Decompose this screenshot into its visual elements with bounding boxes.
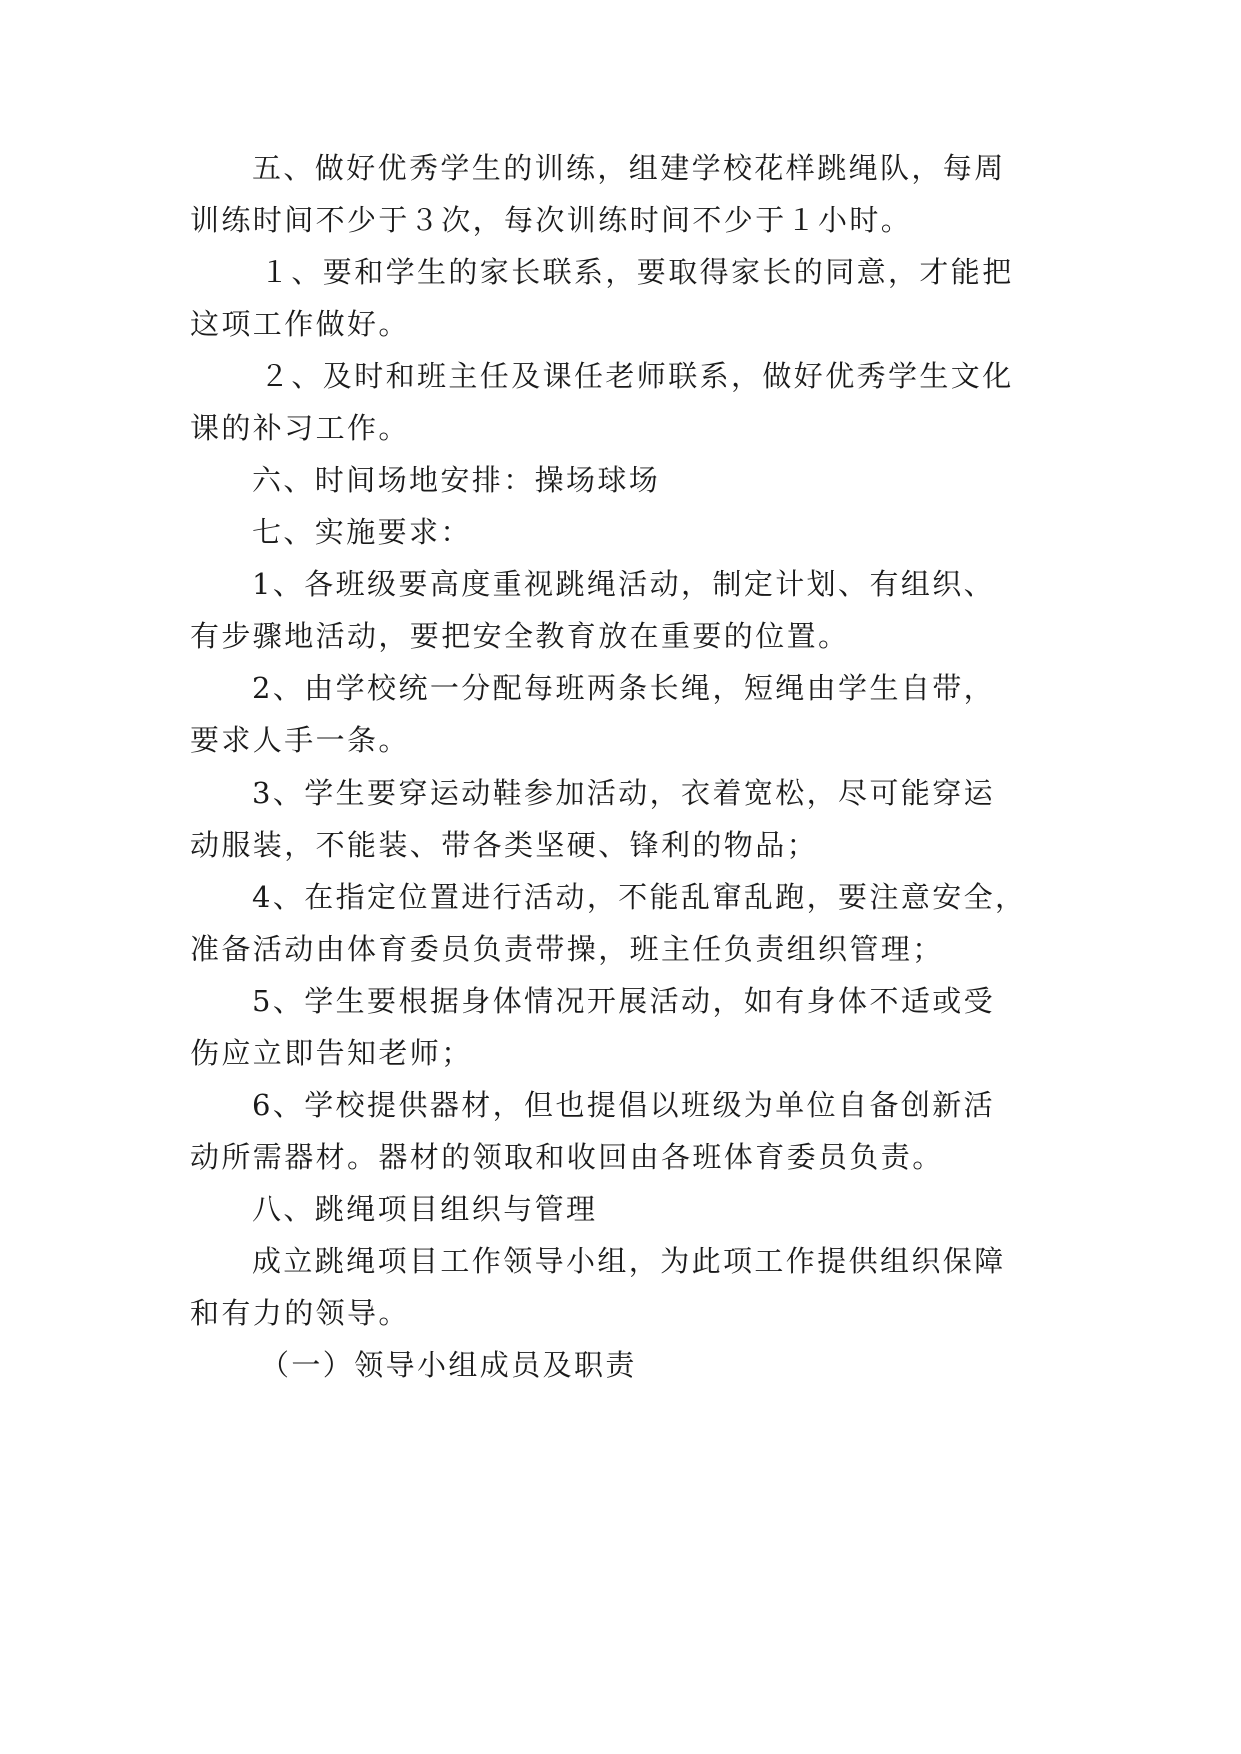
requirement-6-line-2: 动所需器材。器材的领取和收回由各班体育委员负责。	[190, 1140, 944, 1174]
subsection-1-heading: （一）领导小组成员及职责	[260, 1348, 637, 1382]
requirement-3-line-1: 3、学生要穿运动鞋参加活动，衣着宽松，尽可能穿运	[252, 776, 996, 810]
requirement-4-line-2: 准备活动由体育委员负责带操，班主任负责组织管理；	[190, 932, 944, 966]
section-6-heading: 六、时间场地安排：操场球场	[252, 463, 661, 497]
requirement-5-line-1: 5、学生要根据身体情况开展活动，如有身体不适或受	[252, 984, 996, 1018]
item-2-line-1: ２、及时和班主任及课任老师联系，做好优秀学生文化	[260, 359, 1014, 393]
paragraph-5-line-2: 训练时间不少于３次，每次训练时间不少于１小时。	[190, 203, 913, 237]
requirement-1-line-2: 有步骤地活动，要把安全教育放在重要的位置。	[190, 619, 850, 653]
section-7-heading: 七、实施要求：	[252, 515, 472, 549]
leadership-paragraph-line-2: 和有力的领导。	[190, 1296, 410, 1330]
item-2-line-2: 课的补习工作。	[190, 411, 410, 445]
requirement-1-line-1: 1、各班级要高度重视跳绳活动，制定计划、有组织、	[252, 567, 996, 601]
requirement-5-line-2: 伤应立即告知老师；	[190, 1036, 473, 1070]
paragraph-5-line-1: 五、做好优秀学生的训练，组建学校花样跳绳队，每周	[252, 151, 1006, 185]
requirement-3-line-2: 动服装，不能装、带各类坚硬、锋利的物品；	[190, 828, 819, 862]
requirement-2-line-1: 2、由学校统一分配每班两条长绳，短绳由学生自带，	[252, 671, 996, 705]
requirement-2-line-2: 要求人手一条。	[190, 723, 410, 757]
item-1-line-1: １、要和学生的家长联系，要取得家长的同意，才能把	[260, 255, 1014, 289]
requirement-6-line-1: 6、学校提供器材，但也提倡以班级为单位自备创新活	[252, 1088, 996, 1122]
requirement-4-line-1: 4、在指定位置进行活动，不能乱窜乱跑，要注意安全，	[252, 880, 1027, 914]
leadership-paragraph-line-1: 成立跳绳项目工作领导小组，为此项工作提供组织保障	[252, 1244, 1006, 1278]
section-8-heading: 八、跳绳项目组织与管理	[252, 1192, 598, 1226]
item-1-line-2: 这项工作做好。	[190, 307, 410, 341]
